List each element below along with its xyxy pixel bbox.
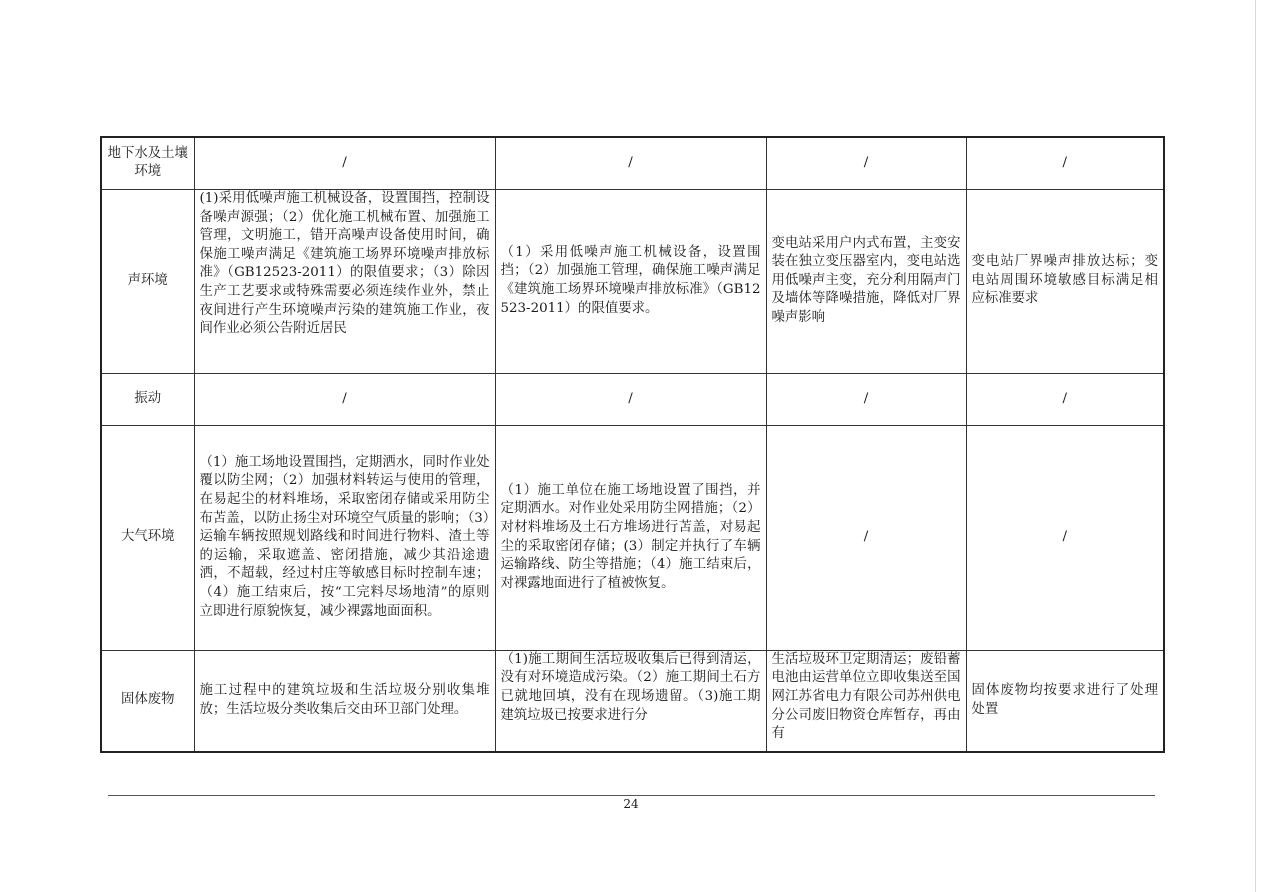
footer-divider bbox=[108, 795, 1155, 796]
env-design-cell: 变电站采用户内式布置，主变安装在独立变压器室内，变电站选用低噪声主变，充分利用隔声门及墙体等降噪措施，降低对厂界噪声影响 bbox=[766, 189, 966, 373]
env-design-cell: / bbox=[766, 137, 966, 189]
row-category: 振动 bbox=[101, 373, 194, 425]
construction-measures-cell: / bbox=[495, 137, 766, 189]
row-category: 声环境 bbox=[101, 189, 194, 373]
design-measures-cell bbox=[194, 189, 495, 373]
env-design-cell: / bbox=[766, 373, 966, 425]
design-measures-cell: / bbox=[194, 373, 495, 425]
page-edge-line bbox=[1255, 0, 1256, 892]
row-category: 大气环境 bbox=[101, 425, 194, 650]
design-measures-text: (1)采用低噪声施工机械设备，设置围挡，控制设备噪声源强；（2）优化施工机械布置、加强施工管理，文明施工，错开高噪声设备使用时间，确保施工噪声满足《建筑施工场界环境噪声排放标准》（GB12523-2011）的限值要求；（3）除因生产工艺要求或特殊需要必须连续作业外，禁止夜间进行产生环境噪声污染的建筑施工作业，夜间作业必须公告附近居民 bbox=[199, 191, 490, 337]
table-row bbox=[101, 425, 1164, 650]
env-design-cell bbox=[766, 650, 966, 752]
table-row bbox=[101, 137, 1164, 189]
construction-measures-cell: （1）施工单位在施工场地设置了围挡，并定期洒水。对作业处采用防尘网措施；（2）对材料堆场及土石方堆场进行苫盖，对易起尘的采取密闭存储；(3）制定并执行了车辆运输路线、防尘等措施；（4）施工结束后，对裸露地面进行了植被恢复。 bbox=[495, 425, 766, 650]
table-row bbox=[101, 189, 1164, 373]
page-number: 24 bbox=[623, 797, 639, 811]
requirement-cell: / bbox=[966, 137, 1164, 189]
env-design-cell: / bbox=[766, 425, 966, 650]
design-measures-cell: （1）施工场地设置围挡，定期洒水，同时作业处覆以防尘网；（2）加强材料转运与使用的管理，在易起尘的材料堆场，采取密闭存储或采用防尘布苫盖，以防止扬尘对环境空气质量的影响；（3）运输车辆按照规划路线和时间进行物料、渣土等的运输，采取遮盖、密闭措施，减少其沿途遗洒，不超载，经过村庄等敏感目标时控制车速；（4）施工结束后，按“工完料尽场地清”的原则立即进行原貌恢复，减少裸露地面面积。 bbox=[194, 425, 495, 650]
table-row bbox=[101, 650, 1164, 752]
construction-measures-cell bbox=[495, 650, 766, 752]
requirement-cell: 固体废物均按要求进行了处理处置 bbox=[966, 650, 1164, 752]
design-measures-cell: / bbox=[194, 137, 495, 189]
design-measures-cell: 施工过程中的建筑垃圾和生活垃圾分别收集堆放；生活垃圾分类收集后交由环卫部门处理。 bbox=[194, 650, 495, 752]
construction-measures-text: （1)施工期间生活垃圾收集后已得到清运，没有对环境造成污染。（2）施工期间土石方已就地回填，没有在现场遗留。（3)施工期建筑垃圾已按要求进行分 bbox=[500, 651, 761, 723]
table-row bbox=[101, 373, 1164, 425]
construction-measures-cell: （1）采用低噪声施工机械设备，设置围挡；（2）加强施工管理，确保施工噪声满足《建筑施工场界环境噪声排放标准》（GB12523-2011）的限值要求。 bbox=[495, 189, 766, 373]
requirement-cell: 变电站厂界噪声排放达标；变电站周围环境敏感目标满足相应标准要求 bbox=[966, 189, 1164, 373]
environmental-measures-table bbox=[100, 136, 1165, 753]
row-category: 地下水及土壤环境 bbox=[101, 137, 194, 189]
row-category: 固体废物 bbox=[101, 650, 194, 752]
requirement-cell: / bbox=[966, 425, 1164, 650]
construction-measures-cell: / bbox=[495, 373, 766, 425]
env-design-text: 生活垃圾环卫定期清运；废铅蓄电池由运营单位立即收集送至国网江苏省电力有限公司苏州供电分公司废旧物资仓库暂存，再由有 bbox=[771, 651, 961, 742]
requirement-cell: / bbox=[966, 373, 1164, 425]
